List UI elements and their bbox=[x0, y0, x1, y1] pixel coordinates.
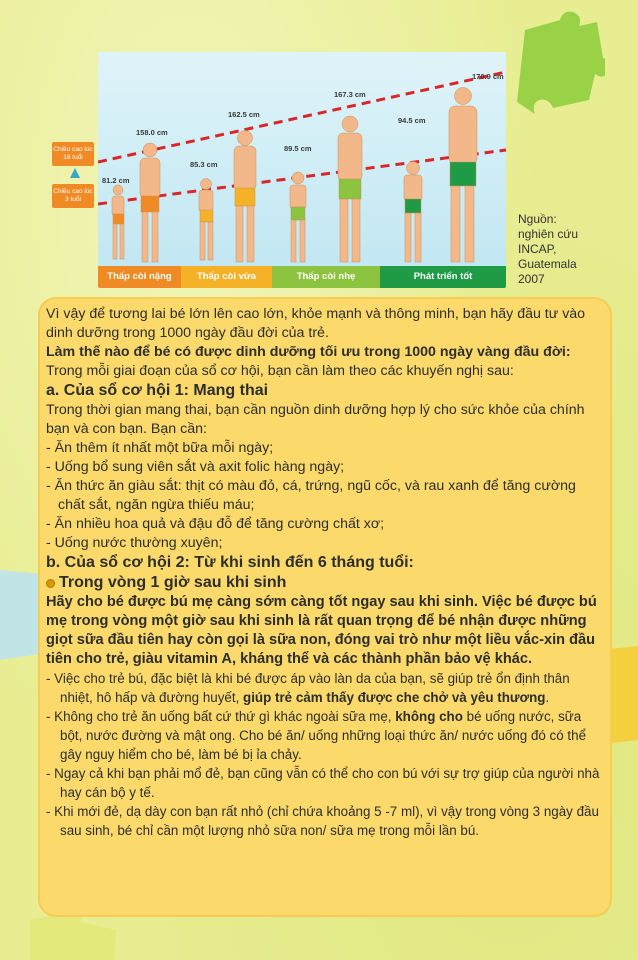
child-height-label-3: 89.5 cm bbox=[284, 144, 312, 153]
child-height-label-1: 81.2 cm bbox=[102, 176, 130, 185]
section-b-item: - Ngay cả khi bạn phải mổ đẻ, bạn cũng vẫn có thể cho con bú với sự trợ giúp của người nhà hay cán bộ y tế. bbox=[46, 766, 600, 800]
source-line: Nguồn: bbox=[518, 212, 557, 226]
source-line: INCAP, bbox=[518, 242, 557, 256]
article-content bbox=[46, 305, 606, 840]
section-b-item bbox=[46, 707, 606, 764]
child-figure-1 bbox=[112, 185, 124, 259]
child-height-label-2: 85.3 cm bbox=[190, 160, 218, 169]
adult-figure-4 bbox=[449, 88, 477, 263]
height-chart bbox=[98, 52, 506, 288]
intro-question: Làm thế nào để bé có được dinh dưỡng tối ưu trong 1000 ngày vàng đầu đời: bbox=[46, 344, 571, 360]
section-a-item: - Uống nước thường xuyên; bbox=[46, 535, 223, 551]
band-mild-stunting: Thấp còi nhẹ bbox=[272, 266, 380, 288]
band-severe-stunting: Thấp còi nặng bbox=[98, 266, 181, 288]
child-figure-2 bbox=[199, 179, 213, 261]
puzzle-piece-top-right bbox=[505, 10, 605, 120]
adult-figure-2 bbox=[234, 131, 256, 263]
band-moderate-stunting: Thấp còi vừa bbox=[181, 266, 272, 288]
section-b-item-text: - Không cho trẻ ăn uống bất cứ thứ gì khác ngoài sữa mẹ, bbox=[46, 709, 396, 724]
section-b-item: - Khi mới đẻ, dạ dày con bạn rất nhỏ (chỉ chứa khoảng 5 -7 ml), vì vậy trong vòng 3 ngày đầu sau sinh, bé chỉ cần một lượng nhỏ sữa non/ sữa mẹ trong mỗi lần bú. bbox=[46, 804, 599, 838]
child-figure-3 bbox=[290, 172, 306, 262]
section-a-heading: a. Của sổ cơ hội 1: Mang thai bbox=[46, 382, 269, 399]
section-b-subheading-text: Trong vòng 1 giờ sau khi sinh bbox=[59, 574, 287, 591]
intro-instruction: Trong mỗi giai đoạn của sổ cơ hội, bạn cần làm theo các khuyến nghị sau: bbox=[46, 363, 514, 379]
adult-height-label-4: 170.9 cm bbox=[472, 72, 504, 81]
band-normal-growth: Phát triển tốt bbox=[380, 266, 506, 288]
section-b-subheading bbox=[46, 573, 606, 593]
adult-height-label-1: 158.0 cm bbox=[136, 128, 168, 137]
adult-figure-3 bbox=[338, 116, 362, 262]
child-height-tag: Chiều cao lúc 3 tuổi bbox=[52, 184, 94, 208]
chart-source bbox=[518, 212, 598, 287]
height-chart-svg bbox=[98, 52, 506, 288]
section-b-heading: b. Của sổ cơ hội 2: Từ khi sinh đến 6 tháng tuổi: bbox=[46, 554, 414, 571]
adult-height-label-3: 167.3 cm bbox=[334, 90, 366, 99]
bullet-dot-icon bbox=[46, 579, 55, 588]
adult-height-tag: Chiều cao lúc 18 tuổi bbox=[52, 142, 94, 166]
source-line: 2007 bbox=[518, 272, 545, 286]
section-a-intro: Trong thời gian mang thai, bạn cần nguồn dinh dưỡng hợp lý cho sức khỏe của chính bạn và con bạn. Bạn cần: bbox=[46, 402, 585, 437]
section-b-item-text: - Việc cho trẻ bú, đặc biệt là khi bé được áp vào làn da của bạn, sẽ giúp trẻ ổn định thân nhiệt, hô hấp và đường huyết, bbox=[46, 671, 570, 705]
section-a-item: - Ăn thức ăn giàu sắt: thịt có màu đỏ, cá, trứng, ngũ cốc, và rau xanh để tăng cường chất sắt, ngăn ngừa thiếu máu; bbox=[46, 478, 576, 513]
child-height-label-4: 94.5 cm bbox=[398, 116, 426, 125]
section-b-item bbox=[46, 669, 606, 707]
section-b-item-text: . bbox=[545, 690, 550, 705]
source-line: Guatemala bbox=[518, 257, 577, 271]
section-a-item: - Ăn thêm ít nhất một bữa mỗi ngày; bbox=[46, 440, 274, 456]
section-a-item: - Ăn nhiều hoa quả và đậu đỗ để tăng cường chất xơ; bbox=[46, 516, 385, 532]
section-b-item-emphasis: không cho bbox=[395, 709, 463, 724]
up-arrow-icon bbox=[70, 168, 80, 178]
section-a-item: - Uống bổ sung viên sắt và axit folic hàng ngày; bbox=[46, 459, 345, 475]
section-b-item-text: bé uống nước, sữa bột, nước đường và mật ong. Cho bé ăn/ uống những loại thức ăn/ nước uống đó có thể gây nguy hiểm cho bé, làm bé bị ỉa chảy. bbox=[60, 709, 587, 762]
child-figure-4 bbox=[404, 162, 422, 263]
intro-paragraph: Vì vậy để tương lai bé lớn lên cao lớn, khỏe mạnh và thông minh, bạn hãy đầu tư vào dinh dưỡng trong 1000 ngày đầu đời của trẻ. bbox=[46, 306, 586, 341]
adult-height-label-2: 162.5 cm bbox=[228, 110, 260, 119]
source-line: nghiên cứu bbox=[518, 227, 579, 241]
section-b-item-emphasis: giúp trẻ cảm thấy được che chở và yêu thương bbox=[243, 690, 546, 705]
adult-figure-1 bbox=[140, 143, 160, 262]
section-b-bold-paragraph: Hãy cho bé được bú mẹ càng sớm càng tốt ngay sau khi sinh. Việc bé được bú mẹ trong vòng một giờ sau khi sinh là rất quan trọng để bé nhận được những giọt sữa đầu tiên hay còn gọi là sữa non, đóng vai trò như một liều vắc-xin đầu tiên cho trẻ, giàu vitamin A, kháng thể và các thành phần bảo vệ khác. bbox=[46, 594, 597, 667]
